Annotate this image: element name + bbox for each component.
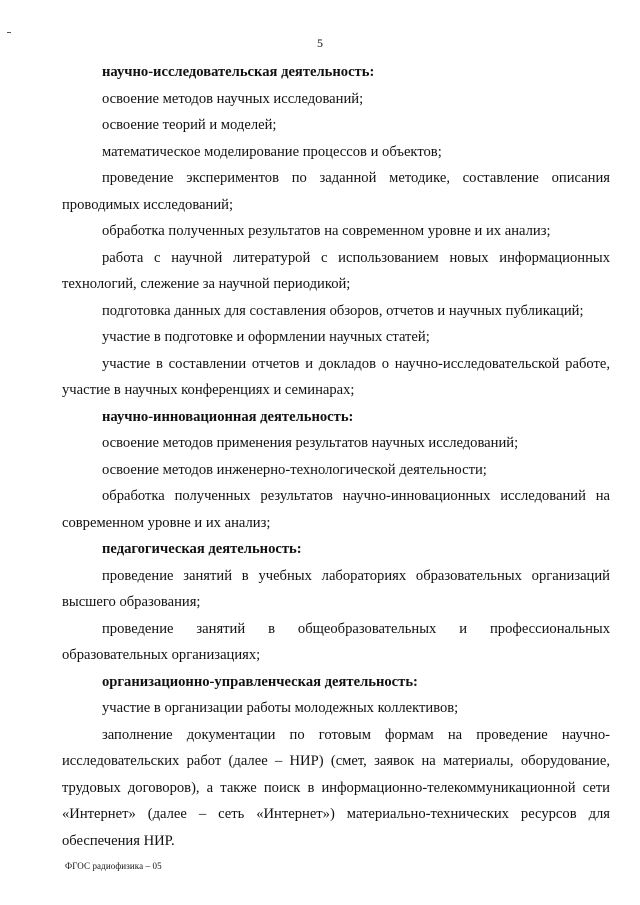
list-item: участие в подготовке и оформлении научных статей; xyxy=(102,329,430,345)
list-item: освоение методов научных исследований; xyxy=(102,90,364,107)
page-number: 5 xyxy=(317,36,323,50)
section-heading-pedagogical: педагогическая деятельность: xyxy=(102,541,302,557)
scan-margin-mark xyxy=(7,32,11,33)
list-item: проведение занятий в учебных лабораториях образовательных организаций высшего образования; xyxy=(62,567,610,610)
list-item: участие в составлении отчетов и докладов о научно-исследовательской работе, участие в научных конференциях и семинарах; xyxy=(62,355,610,398)
list-item: математическое моделирование процессов и объектов; xyxy=(102,143,442,160)
list-item: заполнение документации по готовым формам на проведение научно-исследовательских работ (далее – НИР) (смет, заявок на материалы, оборудование, трудовых договоров), а также поиск в информационно-телекоммуникационной сети «Интернет» (далее – сеть «Интернет») материально-технических ресурсов для обеспечения НИР. xyxy=(62,726,610,849)
section-heading-management: организационно-управленческая деятельность: xyxy=(102,673,418,690)
footer-label: ФГОС радиофизика – 05 xyxy=(65,861,162,871)
section-heading-research: научно-исследовательская деятельность: xyxy=(102,64,375,80)
list-item: подготовка данных для составления обзоров, отчетов и научных публикаций; xyxy=(102,302,584,319)
section-heading-innovation: научно-инновационная деятельность: xyxy=(102,408,354,425)
list-item: обработка полученных результатов на современном уровне и их анализ; xyxy=(102,223,551,239)
list-item: участие в организации работы молодежных коллективов; xyxy=(102,700,459,716)
document-body xyxy=(62,59,610,854)
list-item: освоение методов применения результатов научных исследований; xyxy=(102,435,519,451)
list-item: освоение методов инженерно-технологической деятельности; xyxy=(102,461,487,478)
list-item: работа с научной литературой с использованием новых информационных технологий, слежение за научной периодикой; xyxy=(62,249,610,292)
list-item: проведение экспериментов по заданной методике, составление описания проводимых исследований; xyxy=(62,170,610,213)
list-item: обработка полученных результатов научно-инновационных исследований на современном уровне и их анализ; xyxy=(62,488,610,531)
list-item: освоение теорий и моделей; xyxy=(102,117,277,133)
list-item: проведение занятий в общеобразовательных и профессиональных образовательных организациях; xyxy=(62,620,610,663)
